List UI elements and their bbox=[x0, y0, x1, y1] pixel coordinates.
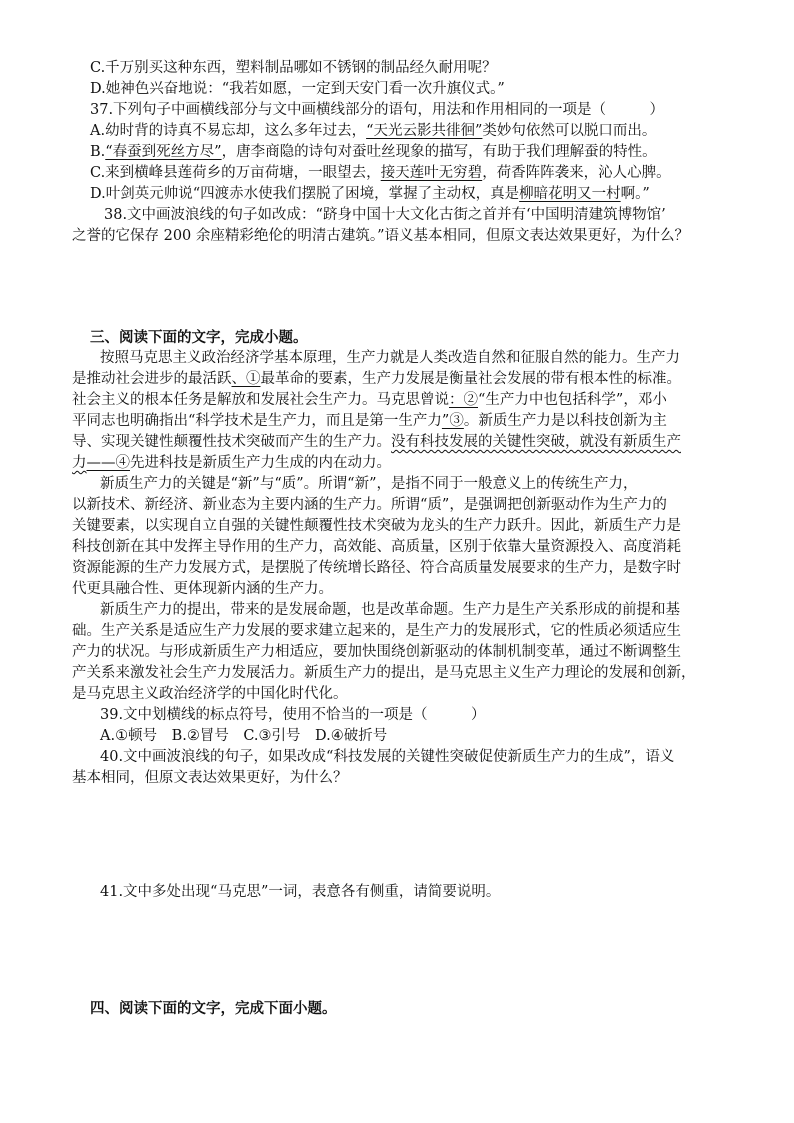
text: 。新质生产力是以科技创新为主 bbox=[463, 413, 667, 429]
underlined-text: “天光云影共徘徊” bbox=[366, 123, 483, 139]
q37-option-c bbox=[90, 163, 730, 184]
text: 平同志也明确指出“科学技术是生产力，而且是第一生产力 bbox=[72, 413, 442, 429]
text: 是推动社会进步的最活跃 bbox=[72, 371, 232, 387]
p2-line: 关键要素，以实现自立自强的关键性颠覆性技术突破为龙头的生产力跃升。因此，新质生产力是 bbox=[72, 518, 681, 534]
p3-line: 础。生产关系是适应生产力发展的要求建立起来的，是生产力的发展形式，它的性质必须适应生 bbox=[72, 623, 681, 639]
text: 最革命的要素，生产力发展是衡量社会发展的带有根本性的标准。 bbox=[260, 371, 681, 387]
wavy-text: 没有科技发展的关键性突破，就没有新质生产 bbox=[391, 434, 681, 450]
text: 先进科技是新质生产力生成的内在动力。 bbox=[130, 455, 391, 471]
p2-line: 资源能源的生产力发展方式，是摆脱了传统增长路径、符合高质量发展要求的生产力，是数字时 bbox=[72, 560, 681, 576]
underlined-text: “春蚕到死丝方尽” bbox=[105, 144, 222, 160]
section4-title: 四、阅读下面的文字，完成下面小题。 bbox=[90, 1000, 337, 1017]
p3-line: 是马克思主义政治经济学的中国化时代化。 bbox=[72, 686, 348, 702]
p1-line: 按照马克思主义政治经济学基本原理，生产力就是人类改造自然和征服自然的能力。生产力 bbox=[100, 350, 680, 366]
q39-stem: 39.文中划横线的标点符号，使用不恰当的一项是（ ） bbox=[100, 707, 486, 723]
underlined-text: ”③ bbox=[441, 413, 464, 429]
q37-stem: 37.下列句子中画横线部分与文中画横线部分的语句，用法和作用相同的一项是（ ） bbox=[90, 102, 665, 118]
underlined-text: ——④ bbox=[86, 455, 130, 471]
wavy-text: 力 bbox=[72, 455, 87, 471]
p2-line: 科技创新在其中发挥主导作用的生产力，高效能、高质量，区别于依靠大量资源投入、高度消耗 bbox=[72, 539, 681, 555]
underlined-text: 、① bbox=[231, 371, 261, 387]
text: C.来到横峰县莲荷乡的万亩荷塘，一眼望去， bbox=[90, 165, 381, 181]
p2-line: 以新技术、新经济、新业态为主要内涵的生产力。所谓“质”，是强调把创新驱动作为生产力的 bbox=[72, 497, 667, 513]
p1-line bbox=[72, 390, 730, 411]
section3-title: 三、阅读下面的文字，完成小题。 bbox=[90, 329, 308, 346]
text: 类妙句依然可以脱口而出。 bbox=[482, 123, 657, 139]
p1-line bbox=[72, 453, 730, 474]
underlined-text: 柳暗花明又一村 bbox=[519, 186, 621, 202]
q39-options: A.①顿号 B.②冒号 C.③引号 D.④破折号 bbox=[100, 728, 388, 744]
q40-line2: 基本相同，但原文表达效果更好，为什么？ bbox=[72, 770, 348, 786]
p3-line: 新质生产力的提出，带来的是发展命题，也是改革命题。生产力是生产关系形成的前提和基 bbox=[100, 602, 680, 618]
text: “生产力中也包括科学”，邓小 bbox=[478, 392, 667, 408]
answer-space bbox=[72, 903, 730, 998]
answer-space bbox=[90, 247, 730, 327]
text: 啊。” bbox=[620, 186, 650, 202]
p1-line bbox=[72, 411, 730, 432]
underlined-text: 接天莲叶无穷碧 bbox=[380, 165, 483, 181]
q38-line1: 38.文中画波浪线的句子如改成：“跻身中国十大文化古街之首并有‘中国明清建筑博物馆’ bbox=[104, 207, 666, 223]
answer-space bbox=[72, 789, 730, 882]
q38-line2: 之誉的它保存 200 余座精彩绝伦的明清古建筑。”语义基本相同，但原文表达效果更好，为什么？ bbox=[72, 228, 690, 244]
q37-option-a bbox=[90, 121, 730, 142]
q41-stem: 41.文中多处出现“马克思”一词，表意各有侧重，请简要说明。 bbox=[100, 884, 501, 900]
q36-option-c: C.千万别买这种东西，塑料制品哪如不锈钢的制品经久耐用呢？ bbox=[90, 60, 497, 76]
p3-line: 产关系来激发社会生产力发展活力。新质生产力的提出，是马克思主义生产力理论的发展和创新， bbox=[72, 665, 696, 681]
text: 社会主义的根本任务是解放和发展社会生产力。马克思曾说 bbox=[72, 392, 449, 408]
underlined-text: ：② bbox=[449, 392, 478, 408]
q36-option-d: D.她神色兴奋地说：“我若如愿，一定到天安门看一次升旗仪式。” bbox=[90, 81, 505, 97]
p1-line bbox=[72, 432, 730, 453]
q40-line1: 40.文中画波浪线的句子，如果改成“科技发展的关键性突破促使新质生产力的生成”，语义 bbox=[100, 749, 675, 765]
text: ，荷香阵阵袭来，沁人心脾。 bbox=[482, 165, 671, 181]
text: ，唐李商隐的诗句对蚕吐丝现象的描写，有助于我们理解蚕的特性。 bbox=[221, 144, 657, 160]
p2-line: 代更具融合性、更体现新内涵的生产力。 bbox=[72, 581, 333, 597]
q37-option-b bbox=[90, 142, 730, 163]
document-page bbox=[72, 58, 730, 1019]
text: D.叶剑英元帅说“四渡赤水使我们摆脱了困境，掌握了主动权，真是 bbox=[90, 186, 520, 202]
text: A.幼时背的诗真不易忘却，这么多年过去， bbox=[90, 123, 367, 139]
p2-line: 新质生产力的关键是“新”与“质”。所谓“新”，是指不同于一般意义上的传统生产力， bbox=[100, 476, 638, 492]
p3-line: 产力的状况。与形成新质生产力相适应，要加快围绕创新驱动的体制机制变革，通过不断调整生 bbox=[72, 644, 681, 660]
text: B. bbox=[90, 144, 106, 160]
p1-line bbox=[72, 369, 730, 390]
q37-option-d bbox=[90, 184, 730, 205]
text: 导、实现关键性颠覆性技术突破而产生的生产力。 bbox=[72, 434, 391, 450]
section3-passage bbox=[72, 348, 730, 998]
